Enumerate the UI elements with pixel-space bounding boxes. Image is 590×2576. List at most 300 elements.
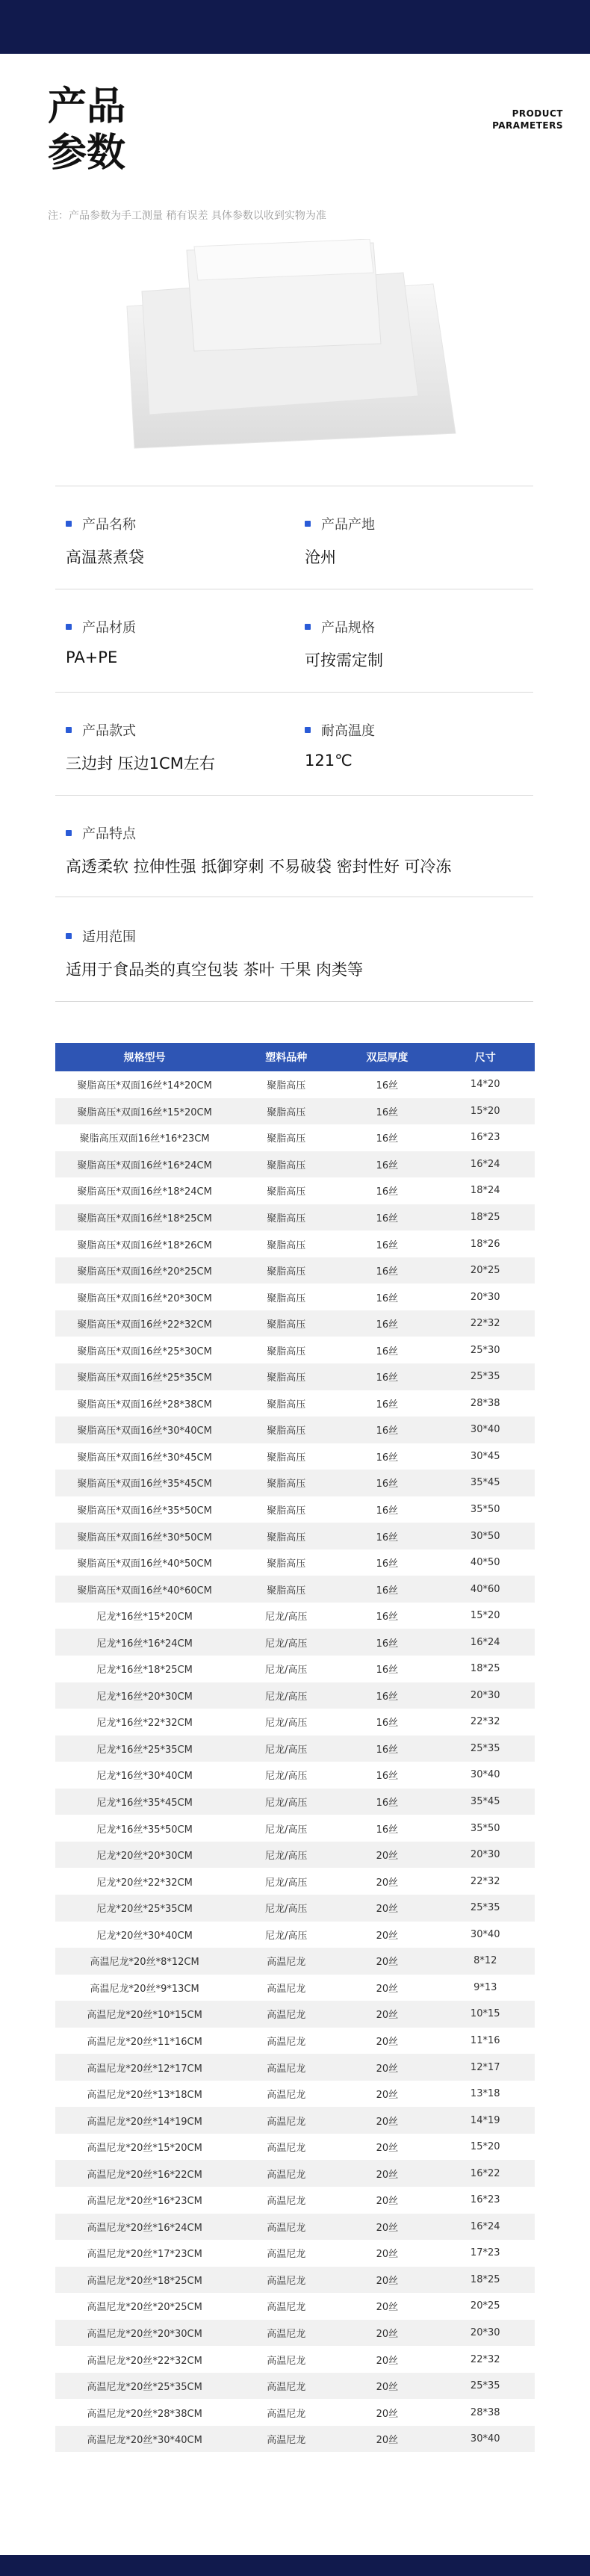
table-row — [55, 1762, 535, 1789]
thickness-cell: 20丝 — [338, 2001, 435, 2028]
thickness-cell: 20丝 — [376, 2036, 399, 2048]
model-cell: 尼龙*16丝*18*25CM — [96, 1665, 193, 1676]
size-cell: 22*32 — [470, 1875, 500, 1887]
model-cell: 高温尼龙*20丝*12*17CM — [55, 2054, 234, 2081]
model-cell: 聚脂高压*双面16丝*20*25CM — [55, 1257, 234, 1284]
model-cell: 高温尼龙*20丝*10*15CM — [55, 2001, 234, 2028]
material-cell: 聚脂高压 — [234, 1310, 338, 1337]
hero-title-line1: 产品 — [48, 84, 126, 129]
table-row — [55, 1496, 535, 1523]
bullet-icon — [305, 521, 311, 527]
thickness-cell: 16丝 — [338, 1576, 435, 1603]
model-cell: 聚脂高压*双面16丝*18*25CM — [55, 1204, 234, 1231]
thickness-cell: 16丝 — [376, 1824, 399, 1836]
size-cell: 30*40 — [435, 2426, 535, 2453]
table-row — [55, 1523, 535, 1549]
material-cell: 高温尼龙 — [234, 2160, 338, 2187]
param-material — [66, 617, 136, 666]
table-row — [55, 2187, 535, 2214]
table-row — [55, 2054, 535, 2081]
param-value: 三边封 压边1CM左右 — [66, 755, 215, 773]
thickness-cell: 20丝 — [338, 2107, 435, 2134]
model-cell: 聚脂高压*双面16丝*14*20CM — [77, 1080, 212, 1092]
thickness-cell: 16丝 — [338, 1629, 435, 1656]
model-cell: 聚脂高压*双面16丝*35*45CM — [55, 1470, 234, 1496]
divider — [55, 795, 533, 796]
size-cell: 16*22 — [435, 2160, 535, 2187]
param-value: PA+PE — [66, 648, 118, 666]
table-row — [55, 1975, 535, 2001]
material-cell: 聚脂高压 — [234, 1576, 338, 1603]
bullet-icon — [305, 624, 311, 630]
thickness-cell: 16丝 — [338, 1310, 435, 1337]
thickness-cell: 20丝 — [376, 2143, 399, 2155]
size-cell: 28*38 — [470, 2406, 500, 2418]
size-cell: 15*20 — [470, 2141, 500, 2153]
table-row — [55, 2373, 535, 2400]
size-cell: 30*40 — [470, 1769, 500, 1781]
table-row — [55, 1071, 535, 1098]
model-cell: 尼龙*16丝*16*24CM — [55, 1629, 234, 1656]
material-cell: 高温尼龙 — [234, 2320, 338, 2347]
thickness-cell: 16丝 — [376, 1718, 399, 1730]
model-cell: 高温尼龙*20丝*16*23CM — [87, 2196, 202, 2208]
model-cell: 聚脂高压*双面16丝*15*20CM — [55, 1098, 234, 1125]
thickness-cell: 16丝 — [376, 1771, 399, 1783]
size-cell: 16*23 — [470, 1132, 500, 1144]
size-cell: 17*23 — [470, 2247, 500, 2259]
table-row — [55, 1337, 535, 1363]
model-cell: 高温尼龙*20丝*13*18CM — [87, 2090, 202, 2102]
size-cell: 14*20 — [470, 1079, 500, 1091]
table-row — [55, 2081, 535, 2108]
material-cell: 高温尼龙 — [234, 2054, 338, 2081]
product-bag-top — [194, 239, 373, 280]
bullet-icon — [66, 521, 72, 527]
thickness-cell: 16丝 — [338, 1151, 435, 1178]
size-cell: 22*32 — [470, 1716, 500, 1728]
table-row — [55, 1842, 535, 1868]
table-row — [55, 1682, 535, 1709]
material-cell: 尼龙/高压 — [265, 1930, 308, 1942]
thickness-cell: 20丝 — [338, 1842, 435, 1868]
thickness-cell: 16丝 — [338, 1682, 435, 1709]
model-cell: 聚脂高压*双面16丝*30*50CM — [55, 1523, 234, 1549]
model-cell: 尼龙*20丝*25*35CM — [55, 1895, 234, 1922]
thickness-cell: 20丝 — [338, 2373, 435, 2400]
model-cell: 尼龙*20丝*22*32CM — [96, 1877, 193, 1889]
thickness-cell: 20丝 — [376, 1930, 399, 1942]
param-temperature — [305, 720, 375, 770]
material-cell: 聚脂高压 — [267, 1133, 306, 1145]
table-row — [55, 2214, 535, 2241]
table-row — [55, 1576, 535, 1603]
param-label: 产品特点 — [82, 826, 136, 842]
model-cell: 聚脂高压*双面16丝*16*24CM — [55, 1151, 234, 1178]
material-cell: 高温尼龙 — [267, 1983, 306, 1995]
size-cell: 16*24 — [435, 1629, 535, 1656]
divider — [55, 692, 533, 693]
spec-table — [55, 1043, 535, 2452]
model-cell: 聚脂高压*双面16丝*40*60CM — [55, 1576, 234, 1603]
thickness-cell: 16丝 — [338, 1417, 435, 1443]
size-cell: 22*32 — [435, 1310, 535, 1337]
size-cell: 15*20 — [435, 1098, 535, 1125]
table-row — [55, 1257, 535, 1284]
material-cell: 聚脂高压 — [234, 1470, 338, 1496]
thickness-cell: 20丝 — [338, 2426, 435, 2453]
thickness-cell: 20丝 — [376, 2408, 399, 2420]
model-cell: 聚脂高压*双面16丝*40*50CM — [77, 1558, 212, 1570]
model-cell: 高温尼龙*20丝*30*40CM — [55, 2426, 234, 2453]
table-row — [55, 1310, 535, 1337]
thickness-cell: 20丝 — [376, 2090, 399, 2102]
thickness-cell: 20丝 — [376, 2249, 399, 2261]
model-cell: 高温尼龙*20丝*15*20CM — [87, 2143, 202, 2155]
size-cell: 25*35 — [435, 1363, 535, 1390]
thickness-cell: 16丝 — [376, 1611, 399, 1623]
thickness-cell: 20丝 — [376, 2355, 399, 2367]
thickness-cell: 16丝 — [376, 1452, 399, 1464]
model-cell: 聚脂高压双面16丝*16*23CM — [79, 1133, 210, 1145]
model-cell: 高温尼龙*20丝*9*13CM — [90, 1983, 199, 1995]
param-features — [66, 823, 451, 877]
param-label: 产品名称 — [82, 517, 136, 533]
bullet-icon — [305, 727, 311, 733]
table-row — [55, 1098, 535, 1125]
model-cell: 高温尼龙*20丝*18*25CM — [55, 2267, 234, 2294]
size-cell: 18*24 — [470, 1185, 500, 1197]
size-cell: 14*19 — [435, 2107, 535, 2134]
material-cell: 聚脂高压 — [267, 1346, 306, 1357]
material-cell: 尼龙/高压 — [265, 1877, 308, 1889]
table-row — [55, 1709, 535, 1736]
thickness-cell: 20丝 — [338, 2160, 435, 2187]
material-cell: 尼龙/高压 — [234, 1789, 338, 1815]
bullet-icon — [66, 830, 72, 836]
size-cell: 8*12 — [435, 1948, 535, 1975]
table-row — [55, 1603, 535, 1629]
size-cell: 30*40 — [470, 1928, 500, 1940]
size-cell: 20*30 — [435, 1842, 535, 1868]
material-cell: 聚脂高压 — [267, 1292, 306, 1304]
thickness-cell: 20丝 — [338, 2320, 435, 2347]
material-cell: 高温尼龙 — [267, 2249, 306, 2261]
table-row — [55, 2107, 535, 2134]
material-cell: 聚脂高压 — [234, 1257, 338, 1284]
table-row — [55, 1736, 535, 1762]
material-cell: 聚脂高压 — [234, 1363, 338, 1390]
model-cell: 聚脂高压*双面16丝*35*50CM — [77, 1505, 212, 1517]
product-image — [82, 239, 500, 463]
table-row — [55, 1656, 535, 1682]
material-cell: 高温尼龙 — [234, 2214, 338, 2241]
size-cell: 20*30 — [435, 2320, 535, 2347]
size-cell: 20*30 — [470, 1291, 500, 1303]
material-cell: 尼龙/高压 — [234, 1682, 338, 1709]
thickness-cell: 16丝 — [376, 1558, 399, 1570]
top-banner — [0, 0, 590, 54]
table-row — [55, 2028, 535, 2055]
material-cell: 聚脂高压 — [267, 1239, 306, 1251]
table-row — [55, 1443, 535, 1470]
table-row — [55, 2001, 535, 2028]
table-row — [55, 2267, 535, 2294]
divider — [55, 1001, 533, 1002]
thickness-cell: 16丝 — [376, 1665, 399, 1676]
size-cell: 35*45 — [435, 1470, 535, 1496]
param-label: 适用范围 — [82, 929, 136, 945]
table-row — [55, 1815, 535, 1842]
model-cell: 聚脂高压*双面16丝*30*40CM — [55, 1417, 234, 1443]
param-label: 耐高温度 — [321, 723, 375, 739]
model-cell: 聚脂高压*双面16丝*18*26CM — [77, 1239, 212, 1251]
model-cell: 高温尼龙*20丝*17*23CM — [87, 2249, 202, 2261]
model-cell: 尼龙*16丝*35*45CM — [55, 1789, 234, 1815]
size-cell: 28*38 — [470, 1397, 500, 1409]
table-row — [55, 2426, 535, 2453]
material-cell: 聚脂高压 — [234, 1523, 338, 1549]
model-cell: 聚脂高压*双面16丝*28*38CM — [77, 1399, 212, 1411]
material-cell: 高温尼龙 — [267, 2355, 306, 2367]
material-cell: 高温尼龙 — [234, 2001, 338, 2028]
model-cell: 高温尼龙*20丝*8*12CM — [55, 1948, 234, 1975]
thickness-cell: 16丝 — [376, 1399, 399, 1411]
size-cell: 18*26 — [470, 1238, 500, 1250]
model-cell: 尼龙*16丝*25*35CM — [55, 1736, 234, 1762]
table-row — [55, 1230, 535, 1257]
thickness-cell: 20丝 — [338, 2267, 435, 2294]
size-cell: 15*20 — [470, 1610, 500, 1622]
model-cell: 尼龙*16丝*35*50CM — [96, 1824, 193, 1836]
thickness-cell: 20丝 — [338, 2054, 435, 2081]
model-cell: 尼龙*16丝*30*40CM — [96, 1771, 193, 1783]
model-cell: 高温尼龙*20丝*14*19CM — [55, 2107, 234, 2134]
material-cell: 高温尼龙 — [267, 2408, 306, 2420]
param-value: 高温蒸煮袋 — [66, 548, 144, 566]
size-cell: 35*50 — [470, 1822, 500, 1834]
param-name — [66, 514, 144, 568]
model-cell: 高温尼龙*20丝*11*16CM — [87, 2036, 202, 2048]
model-cell: 高温尼龙*20丝*16*24CM — [55, 2214, 234, 2241]
table-header-thickness: 双层厚度 — [338, 1043, 435, 1071]
table-row — [55, 1922, 535, 1948]
hero-title — [48, 84, 125, 176]
table-row — [55, 1549, 535, 1576]
thickness-cell: 16丝 — [338, 1363, 435, 1390]
material-cell: 尼龙/高压 — [265, 1665, 308, 1676]
param-label: 产品材质 — [82, 620, 136, 636]
table-row — [55, 1363, 535, 1390]
hero-en-line1: PRODUCT — [512, 108, 563, 119]
size-cell: 22*32 — [470, 2353, 500, 2365]
thickness-cell: 16丝 — [338, 1257, 435, 1284]
size-cell: 13*18 — [470, 2088, 500, 2100]
model-cell: 高温尼龙*20丝*16*22CM — [55, 2160, 234, 2187]
material-cell: 聚脂高压 — [267, 1505, 306, 1517]
material-cell: 高温尼龙 — [234, 1948, 338, 1975]
material-cell: 高温尼龙 — [234, 2373, 338, 2400]
model-cell: 尼龙*16丝*22*32CM — [96, 1718, 193, 1730]
table-row — [55, 2160, 535, 2187]
table-row — [55, 1177, 535, 1204]
model-cell: 聚脂高压*双面16丝*22*32CM — [55, 1310, 234, 1337]
material-cell: 高温尼龙 — [267, 2196, 306, 2208]
table-header-material: 塑料品种 — [234, 1043, 338, 1071]
table-row — [55, 1390, 535, 1417]
size-cell: 20*30 — [435, 1682, 535, 1709]
size-cell: 35*45 — [435, 1789, 535, 1815]
table-row — [55, 2399, 535, 2426]
param-value: 高透柔软 拉伸性强 抵御穿刺 不易破袋 密封性好 可冷冻 — [66, 858, 452, 876]
size-cell: 25*30 — [470, 1344, 500, 1356]
thickness-cell: 20丝 — [376, 1877, 399, 1889]
model-cell: 高温尼龙*20丝*20*25CM — [87, 2302, 202, 2314]
material-cell: 聚脂高压 — [234, 1417, 338, 1443]
table-row — [55, 2134, 535, 2161]
size-cell: 16*24 — [435, 1151, 535, 1178]
bullet-icon — [66, 624, 72, 630]
param-origin — [305, 514, 375, 568]
model-cell: 高温尼龙*20丝*25*35CM — [55, 2373, 234, 2400]
material-cell: 聚脂高压 — [267, 1399, 306, 1411]
size-cell: 40*60 — [435, 1576, 535, 1603]
table-row — [55, 1204, 535, 1231]
size-cell: 18*25 — [470, 1663, 500, 1675]
size-cell: 20*25 — [470, 2300, 500, 2312]
hero-title-line2: 参数 — [48, 131, 126, 176]
param-label: 产品产地 — [321, 517, 375, 533]
thickness-cell: 16丝 — [338, 1098, 435, 1125]
table-header-model: 规格型号 — [55, 1043, 234, 1071]
table-row — [55, 1470, 535, 1496]
table-row — [55, 1284, 535, 1310]
model-cell: 尼龙*20丝*30*40CM — [96, 1930, 193, 1942]
model-cell: 尼龙*20丝*20*30CM — [55, 1842, 234, 1868]
model-cell: 高温尼龙*20丝*22*32CM — [87, 2355, 202, 2367]
model-cell: 聚脂高压*双面16丝*20*30CM — [77, 1292, 212, 1304]
size-cell: 16*24 — [435, 2214, 535, 2241]
table-row — [55, 2320, 535, 2347]
param-value: 121℃ — [305, 752, 353, 770]
material-cell: 尼龙/高压 — [265, 1771, 308, 1783]
size-cell: 30*40 — [435, 1417, 535, 1443]
table-row — [55, 1895, 535, 1922]
thickness-cell: 20丝 — [376, 1983, 399, 1995]
table-header-size: 尺寸 — [435, 1043, 535, 1071]
param-usage — [66, 926, 363, 980]
param-label: 产品款式 — [82, 723, 136, 739]
model-cell: 尼龙*16丝*15*20CM — [96, 1611, 193, 1623]
material-cell: 聚脂高压 — [267, 1080, 306, 1092]
bullet-icon — [66, 933, 72, 939]
hero-en-label — [492, 108, 563, 131]
thickness-cell: 20丝 — [376, 2196, 399, 2208]
table-row — [55, 2240, 535, 2267]
model-cell: 聚脂高压*双面16丝*18*24CM — [77, 1186, 212, 1198]
table-row — [55, 1417, 535, 1443]
material-cell: 高温尼龙 — [267, 2090, 306, 2102]
bottom-banner — [0, 2555, 590, 2576]
table-row — [55, 2293, 535, 2320]
table-row — [55, 1948, 535, 1975]
table-row — [55, 1151, 535, 1178]
material-cell: 高温尼龙 — [267, 2302, 306, 2314]
thickness-cell: 16丝 — [338, 1736, 435, 1762]
thickness-cell: 16丝 — [338, 1470, 435, 1496]
material-cell: 尼龙/高压 — [265, 1824, 308, 1836]
size-cell: 25*35 — [435, 2373, 535, 2400]
size-cell: 11*16 — [470, 2034, 500, 2046]
model-cell: 高温尼龙*20丝*28*38CM — [87, 2408, 202, 2420]
material-cell: 高温尼龙 — [234, 2426, 338, 2453]
param-spec — [305, 617, 383, 671]
material-cell: 尼龙/高压 — [265, 1718, 308, 1730]
material-cell: 聚脂高压 — [234, 1098, 338, 1125]
thickness-cell: 20丝 — [376, 2302, 399, 2314]
material-cell: 尼龙/高压 — [265, 1611, 308, 1623]
param-style — [66, 720, 215, 774]
table-row — [55, 1789, 535, 1815]
model-cell: 聚脂高压*双面16丝*25*35CM — [55, 1363, 234, 1390]
material-cell: 高温尼龙 — [234, 2107, 338, 2134]
table-row — [55, 2346, 535, 2373]
model-cell: 聚脂高压*双面16丝*25*30CM — [77, 1346, 212, 1357]
size-cell: 9*13 — [473, 1981, 497, 1993]
thickness-cell: 16丝 — [376, 1133, 399, 1145]
thickness-cell: 16丝 — [376, 1080, 399, 1092]
model-cell: 聚脂高压*双面16丝*30*45CM — [77, 1452, 212, 1464]
thickness-cell: 16丝 — [338, 1789, 435, 1815]
material-cell: 聚脂高压 — [267, 1558, 306, 1570]
material-cell: 聚脂高压 — [234, 1151, 338, 1178]
size-cell: 30*45 — [470, 1450, 500, 1462]
size-cell: 40*50 — [470, 1557, 500, 1569]
table-row — [55, 1629, 535, 1656]
material-cell: 聚脂高压 — [267, 1452, 306, 1464]
model-cell: 尼龙*16丝*20*30CM — [55, 1682, 234, 1709]
size-cell: 10*15 — [435, 2001, 535, 2028]
thickness-cell: 20丝 — [338, 2214, 435, 2241]
table-header-row — [55, 1043, 535, 1071]
size-cell: 20*25 — [435, 1257, 535, 1284]
thickness-cell: 20丝 — [338, 1948, 435, 1975]
param-label: 产品规格 — [321, 620, 375, 636]
material-cell: 高温尼龙 — [234, 2267, 338, 2294]
size-cell: 18*25 — [435, 1204, 535, 1231]
thickness-cell: 16丝 — [338, 1523, 435, 1549]
size-cell: 35*50 — [470, 1504, 500, 1516]
param-value: 可按需定制 — [305, 651, 383, 669]
size-cell: 25*35 — [435, 1736, 535, 1762]
size-cell: 25*35 — [435, 1895, 535, 1922]
material-cell: 聚脂高压 — [234, 1204, 338, 1231]
thickness-cell: 16丝 — [376, 1292, 399, 1304]
thickness-cell: 16丝 — [338, 1204, 435, 1231]
thickness-cell: 16丝 — [376, 1186, 399, 1198]
size-cell: 12*17 — [435, 2054, 535, 2081]
param-value: 沧州 — [305, 548, 336, 566]
bullet-icon — [66, 727, 72, 733]
size-cell: 18*25 — [435, 2267, 535, 2294]
hero-en-line2: PARAMETERS — [492, 120, 563, 131]
material-cell: 尼龙/高压 — [234, 1629, 338, 1656]
table-row — [55, 1868, 535, 1895]
hero-note: 注：产品参数为手工测量 稍有误差 具体参数以收到实物为准 — [48, 210, 326, 222]
param-value: 适用于食品类的真空包装 茶叶 干果 肉类等 — [66, 961, 364, 979]
table-row — [55, 1124, 535, 1151]
model-cell: 高温尼龙*20丝*20*30CM — [55, 2320, 234, 2347]
